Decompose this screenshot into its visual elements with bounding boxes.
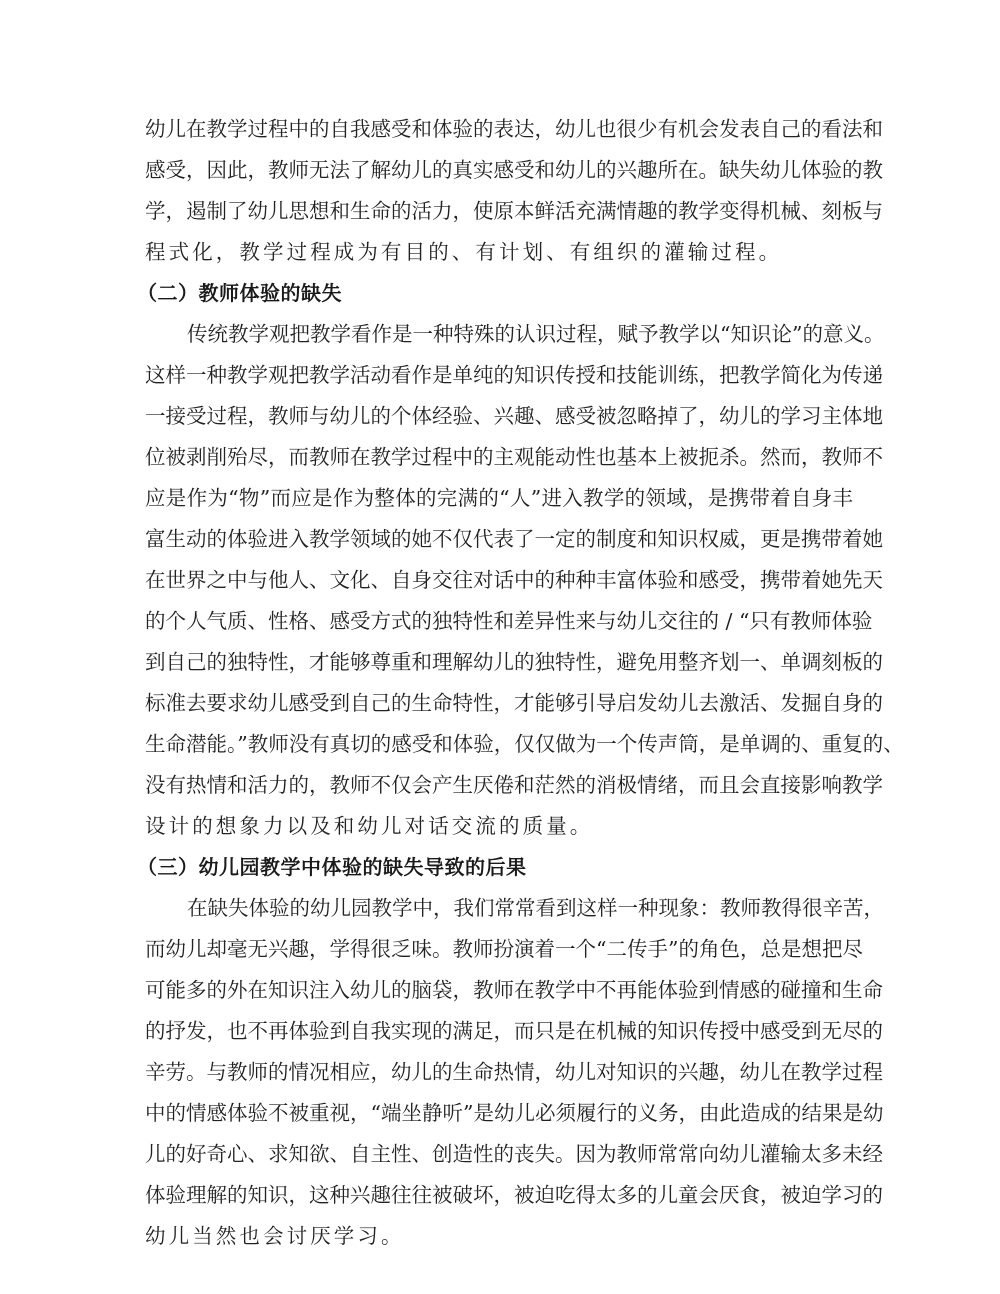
text-line: 在世界之中与他人、文化、自身交往对话中的种种丰富体验和感受，携带着她先天 <box>145 568 883 592</box>
text-line: 幼儿在教学过程中的自我感受和体验的表达，幼儿也很少有机会发表自己的看法和 <box>145 117 883 141</box>
text-line: 没有热情和活力的，教师不仅会产生厌倦和茫然的消极情绪，而且会直接影响教学 <box>145 773 883 797</box>
text-line: 传统教学观把教学看作是一种特殊的认识过程，赋予教学以“知识论”的意义。 <box>187 322 885 346</box>
text-line: 中的情感体验不被重视，“端坐静听”是幼儿必须履行的义务，由此造成的结果是幼 <box>145 1101 884 1125</box>
text-line: 的个人气质、性格、感受方式的独特性和差异性来与幼儿交往的 / “只有教师体验 <box>145 609 873 633</box>
text-line: 儿的好奇心、求知欲、自主性、创造性的丧失。因为教师常常向幼儿灌输太多未经 <box>145 1142 883 1166</box>
text-line: 标准去要求幼儿感受到自己的生命特性，才能够引导启发幼儿去激活、发掘自身的 <box>145 691 883 715</box>
text-line: 在缺失体验的幼儿园教学中，我们常常看到这样一种现象：教师教得很辛苦， <box>187 896 884 920</box>
section-teacher-experience <box>137 273 904 847</box>
section-consequences <box>137 847 884 1257</box>
text-line: 富生动的体验进入教学领域的她不仅代表了一定的制度和知识权威，更是携带着她 <box>145 527 883 551</box>
text-line: 位被剥削殆尽，而教师在教学过程中的主观能动性也基本上被扼杀。然而，教师不 <box>145 445 883 469</box>
document-page <box>137 109 904 1257</box>
text-line: 幼儿当然也会讨厌学习。 <box>145 1224 405 1248</box>
text-line: 生命潜能。”教师没有真切的感受和体验，仅仅做为一个传声筒，是单调的、重复的、 <box>145 732 904 756</box>
text-line: 体验理解的知识，这种兴趣往往被破坏，被迫吃得太多的儿童会厌食，被迫学习的 <box>145 1183 883 1207</box>
text-line: 而幼儿却毫无兴趣，学得很乏味。教师扮演着一个“二传手”的角色，总是想把尽 <box>145 937 863 961</box>
text-line: 程式化，教学过程成为有目的、有计划、有组织的灌输过程。 <box>145 240 783 264</box>
text-line: 一接受过程，教师与幼儿的个体经验、兴趣、感受被忽略掉了，幼儿的学习主体地 <box>145 404 883 428</box>
text-line: 到自己的独特性，才能够尊重和理解幼儿的独特性，避免用整齐划一、单调刻板的 <box>145 650 883 674</box>
text-line: 设计的想象力以及和幼儿对话交流的质量。 <box>145 814 594 838</box>
paragraph-continuation <box>145 109 883 273</box>
text-line: 这样一种教学观把教学活动看作是单纯的知识传授和技能训练，把教学简化为传递 <box>145 363 883 387</box>
text-line: 辛劳。与教师的情况相应，幼儿的生命热情，幼儿对知识的兴趣，幼儿在教学过程 <box>145 1060 883 1084</box>
text-line: 可能多的外在知识注入幼儿的脑袋，教师在教学中不再能体验到情感的碰撞和生命 <box>145 978 883 1002</box>
text-line: 的抒发，也不再体验到自我实现的满足，而只是在机械的知识传授中感受到无尽的 <box>145 1019 883 1043</box>
text-line: 感受，因此，教师无法了解幼儿的真实感受和幼儿的兴趣所在。缺失幼儿体验的教 <box>145 158 883 182</box>
section-heading: （二）教师体验的缺失 <box>137 281 342 305</box>
section-heading: （三）幼儿园教学中体验的缺失导致的后果 <box>137 855 527 879</box>
text-line: 应是作为“物”而应是作为整体的完满的“人”进入教学的领域，是携带着自身丰 <box>145 486 853 510</box>
text-line: 学，遏制了幼儿思想和生命的活力，使原本鲜活充满情趣的教学变得机械、刻板与 <box>145 199 883 223</box>
